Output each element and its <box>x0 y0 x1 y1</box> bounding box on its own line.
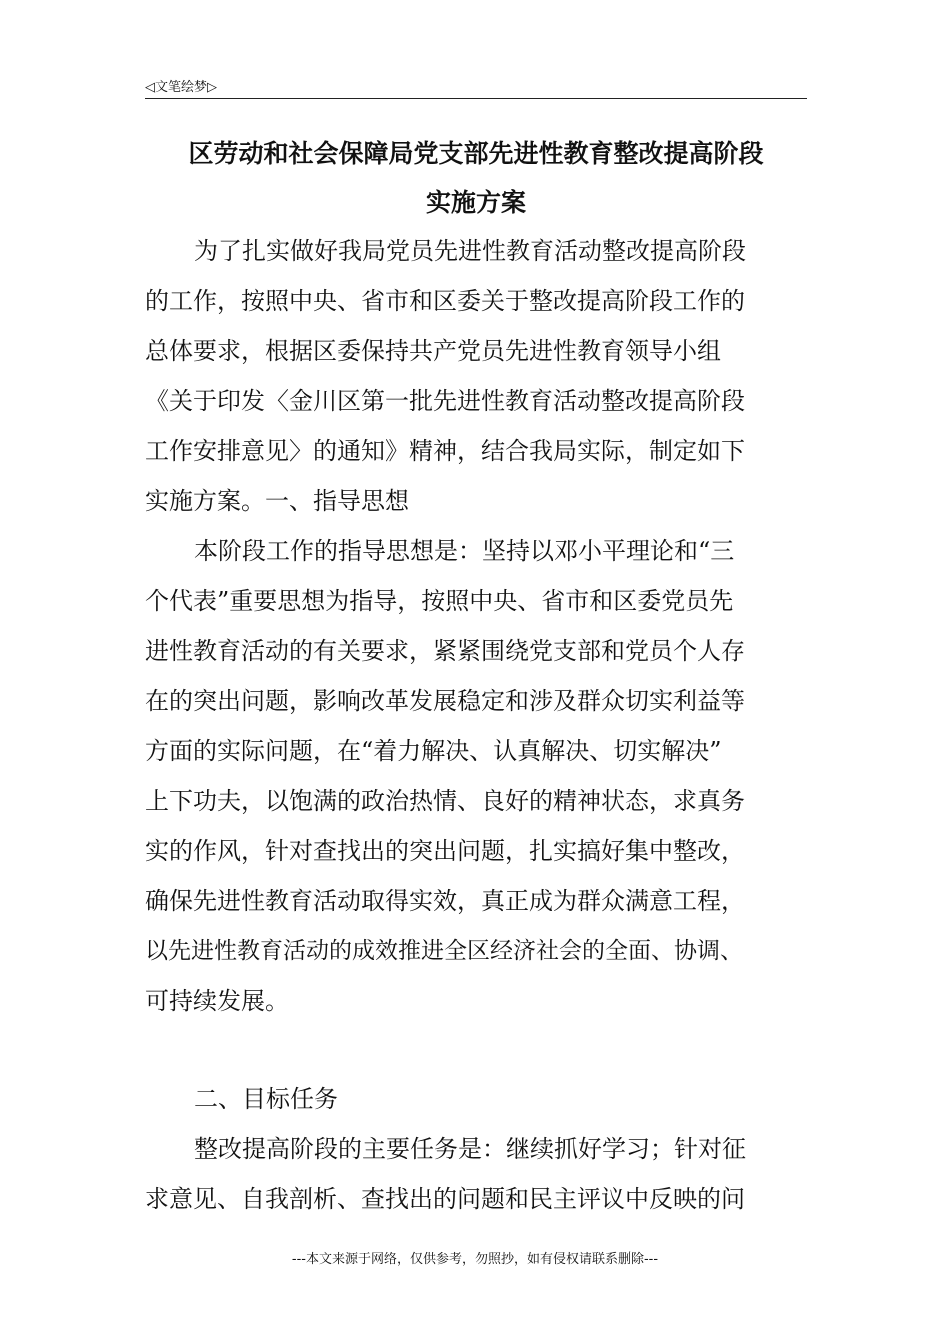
body-line: 以先进性教育活动的成效推进全区经济社会的全面、协调、 <box>145 938 743 964</box>
document-title-line1: 区劳动和社会保障局党支部先进性教育整改提高阶段 <box>188 139 764 168</box>
body-line: 实的作风，针对查找出的突出问题，扎实搞好集中整改， <box>145 837 745 865</box>
body-line: 在的突出问题，影响改革发展稳定和涉及群众切实利益等 <box>145 687 745 715</box>
body-line: 求意见、自我剖析、查找出的问题和民主评议中反映的问 <box>145 1185 745 1213</box>
body-line: 上下功夫，以饱满的政治热情、良好的精神状态，求真务 <box>145 787 745 815</box>
body-line: 方面的实际问题，在“着力解决、认真解决、切实解决” <box>145 737 722 765</box>
body-line: 实施方案。一、指导思想 <box>145 487 409 515</box>
body-line: 《关于印发〈金川区第一批先进性教育活动整改提高阶段 <box>145 387 745 415</box>
section-heading: 二、目标任务 <box>194 1085 338 1113</box>
body-line: 总体要求，根据区委保持共产党员先进性教育领导小组 <box>145 337 721 365</box>
page-footer: ---本文来源于网络，仅供参考，勿照抄，如有侵权请联系删除--- <box>291 1252 659 1267</box>
body-line: 个代表”重要思想为指导，按照中央、省市和区委党员先 <box>145 587 734 615</box>
body-line: 本阶段工作的指导思想是：坚持以邓小平理论和“三 <box>194 537 735 565</box>
document-title-line2: 实施方案 <box>425 188 526 217</box>
body-line: 的工作，按照中央、省市和区委关于整改提高阶段工作的 <box>145 287 745 315</box>
body-line: 工作安排意见〉的通知》精神，结合我局实际，制定如下 <box>145 437 745 465</box>
body-line: 进性教育活动的有关要求，紧紧围绕党支部和党员个人存 <box>145 637 745 665</box>
body-line: 确保先进性教育活动取得实效，真正成为群众满意工程， <box>145 887 745 915</box>
body-line: 为了扎实做好我局党员先进性教育活动整改提高阶段 <box>194 237 746 265</box>
page-header <box>145 74 807 99</box>
header-text: ◁文笔绘梦▷ <box>145 80 217 95</box>
body-line: 整改提高阶段的主要任务是：继续抓好学习；针对征 <box>194 1135 746 1163</box>
body-line: 可持续发展。 <box>145 987 289 1015</box>
